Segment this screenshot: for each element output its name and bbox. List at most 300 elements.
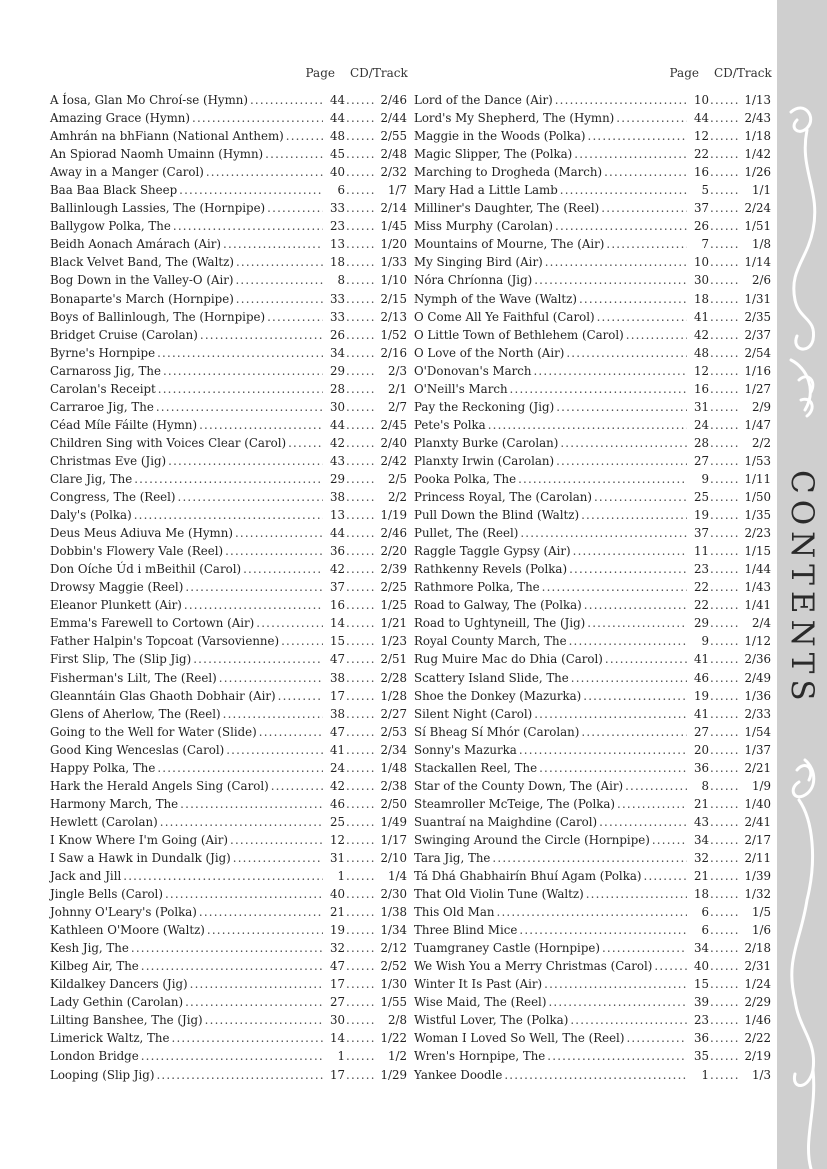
dot-leader (571, 669, 687, 687)
dot-leader (223, 705, 323, 723)
contents-entry (50, 632, 407, 650)
dot-leader (710, 1011, 740, 1029)
entry-page: 27 (693, 724, 709, 739)
entry-track: 2/1 (388, 381, 407, 396)
dot-leader (346, 163, 376, 181)
entry-title: Scattery Island Slide, The (414, 670, 569, 685)
entry-title: Silent Night (Carol) (414, 706, 533, 721)
entry-title: Yankee Doodle (414, 1067, 503, 1082)
contents-entry (414, 777, 771, 795)
entry-track: 2/13 (380, 309, 407, 324)
dot-leader (710, 975, 740, 993)
column-header (50, 66, 407, 84)
dot-leader (184, 596, 323, 614)
dot-leader (566, 344, 687, 362)
dot-leader (617, 795, 687, 813)
contents-entry (414, 380, 771, 398)
entry-title: Happy Polka, The (50, 760, 156, 775)
entry-track: 1/12 (744, 634, 771, 649)
entry-title: O Love of the North (Air) (414, 345, 565, 360)
contents-entry (414, 813, 771, 831)
contents-entry (414, 181, 771, 199)
dot-leader (710, 127, 740, 145)
entry-page: 44 (329, 417, 345, 432)
dot-leader (533, 362, 687, 380)
entry-title: Nóra Chríonna (Jig) (414, 273, 533, 288)
entry-track: 2/49 (744, 670, 771, 685)
dot-leader (179, 181, 323, 199)
dot-leader (346, 741, 376, 759)
entry-track: 2/19 (744, 1049, 771, 1064)
contents-entry (414, 145, 771, 163)
contents-entry (414, 578, 771, 596)
contents-entry (414, 1066, 771, 1084)
entry-title: London Bridge (50, 1049, 139, 1064)
dot-leader (539, 759, 687, 777)
entry-title: Kesh Jig, The (50, 941, 129, 956)
dot-leader (346, 795, 376, 813)
contents-entry (414, 506, 771, 524)
dot-leader (604, 163, 687, 181)
entry-track: 2/11 (744, 850, 771, 865)
dot-leader (710, 235, 740, 253)
dot-leader (346, 669, 376, 687)
dot-leader (626, 326, 687, 344)
entry-title: Byrne's Hornpipe (50, 345, 156, 360)
entry-track: 1/21 (380, 616, 407, 631)
dot-leader (710, 957, 740, 975)
entry-track: 1/50 (744, 490, 771, 505)
entry-title: Gleanntáin Glas Ghaoth Dobhair (Air) (50, 688, 276, 703)
entry-page: 34 (693, 832, 709, 847)
dot-leader (346, 578, 376, 596)
entry-page: 42 (329, 435, 345, 450)
entry-title: A Íosa, Glan Mo Chroí-se (Hymn) (50, 93, 248, 107)
entry-track: 2/30 (380, 887, 407, 902)
entry-track: 1/10 (380, 273, 407, 288)
entry-page: 17 (329, 688, 345, 703)
entry-page: 21 (329, 905, 345, 920)
dot-leader (288, 434, 323, 452)
contents-entry (414, 290, 771, 308)
contents-entry (414, 795, 771, 813)
dot-leader (710, 596, 740, 614)
contents-entry (50, 181, 407, 199)
dot-leader (597, 308, 687, 326)
dot-leader (346, 488, 376, 506)
page-header-label: Page (305, 66, 335, 80)
contents-entry (414, 560, 771, 578)
entry-title: Daly's (Polka) (50, 508, 132, 523)
entry-track: 2/38 (380, 778, 407, 793)
dot-leader (587, 614, 687, 632)
entry-page: 29 (693, 616, 709, 631)
dot-leader (534, 705, 687, 723)
contents-entry (50, 777, 407, 795)
track-header-label: CD/Track (714, 66, 772, 80)
entry-track: 1/39 (744, 869, 771, 884)
entry-title: Away in a Manger (Carol) (50, 165, 204, 180)
entry-track: 2/5 (388, 471, 407, 486)
entry-page: 25 (693, 490, 709, 505)
entry-track: 2/34 (380, 742, 407, 757)
entry-page: 46 (693, 670, 709, 685)
dot-leader (346, 560, 376, 578)
contents-entry (50, 253, 407, 271)
entry-page: 38 (329, 706, 345, 721)
contents-entry (414, 723, 771, 741)
contents-entry (414, 669, 771, 687)
entry-title: First Slip, The (Slip Jig) (50, 652, 192, 667)
contents-entry (50, 434, 407, 452)
dot-leader (488, 416, 687, 434)
entry-track: 2/6 (752, 273, 771, 288)
entry-track: 2/43 (744, 111, 771, 126)
dot-leader (710, 524, 740, 542)
entry-page: 16 (693, 165, 709, 180)
entry-title: Rathkenny Revels (Polka) (414, 562, 568, 577)
dot-leader (584, 596, 687, 614)
entry-page: 6 (337, 183, 345, 198)
dot-leader (602, 939, 687, 957)
contents-entry (50, 470, 407, 488)
entry-track: 1/22 (380, 1031, 407, 1046)
dot-leader (346, 1047, 376, 1065)
dot-leader (710, 344, 740, 362)
entry-title: Good King Wenceslas (Carol) (50, 742, 225, 757)
entry-page: 12 (329, 832, 345, 847)
dot-leader (199, 903, 323, 921)
dot-leader (545, 253, 687, 271)
entry-track: 2/24 (744, 201, 771, 216)
contents-entry (414, 741, 771, 759)
dot-leader (346, 650, 376, 668)
dot-leader (156, 398, 323, 416)
dot-leader (163, 362, 323, 380)
entry-title: Father Halpin's Topcoat (Varsovienne) (50, 634, 280, 649)
entry-title: Road to Galway, The (Polka) (414, 598, 582, 613)
dot-leader (267, 199, 323, 217)
entry-track: 1/53 (744, 453, 771, 468)
entry-track: 1/24 (744, 977, 771, 992)
dot-leader (534, 271, 687, 289)
contents-entry (414, 127, 771, 145)
entry-title: Emma's Farewell to Cortown (Air) (50, 616, 255, 631)
contents-entry (50, 1029, 407, 1047)
entry-track: 1/3 (752, 1067, 771, 1082)
entry-page: 27 (329, 995, 345, 1010)
contents-entry (50, 759, 407, 777)
entry-page: 35 (693, 1049, 709, 1064)
dot-leader (710, 470, 740, 488)
entry-track: 1/32 (744, 887, 771, 902)
contents-entry (50, 217, 407, 235)
entry-track: 1/28 (380, 688, 407, 703)
dot-leader (157, 759, 323, 777)
dot-leader (219, 669, 323, 687)
dot-leader (346, 181, 376, 199)
dot-leader (256, 614, 323, 632)
entry-title: Stackallen Reel, The (414, 760, 538, 775)
contents-entry (50, 650, 407, 668)
entry-title: Don Oíche Úd i mBeithil (Carol) (50, 562, 242, 577)
contents-entry (414, 91, 771, 109)
dot-leader (178, 488, 323, 506)
contents-entry (414, 452, 771, 470)
entry-page: 6 (701, 905, 709, 920)
dot-leader (581, 723, 687, 741)
dot-leader (710, 253, 740, 271)
entry-title: O Little Town of Bethlehem (Carol) (414, 327, 624, 342)
entry-track: 1/11 (744, 471, 771, 486)
dot-leader (346, 452, 376, 470)
entry-title: Shoe the Donkey (Mazurka) (414, 688, 582, 703)
dot-leader (223, 235, 323, 253)
entry-page: 48 (329, 129, 345, 144)
entry-page: 47 (329, 724, 345, 739)
dot-leader (346, 127, 376, 145)
entry-title: Milliner's Daughter, The (Reel) (414, 201, 600, 216)
contents-entry (50, 885, 407, 903)
dot-leader (710, 145, 740, 163)
entry-page: 22 (693, 580, 709, 595)
entry-page: 19 (329, 923, 345, 938)
entry-title: Woman I Loved So Well, The (Reel) (414, 1031, 625, 1046)
entry-page: 1 (701, 1067, 709, 1082)
entry-track: 2/39 (380, 562, 407, 577)
dot-leader (259, 723, 323, 741)
contents-entry (50, 903, 407, 921)
dot-leader (710, 813, 740, 831)
entry-title: Miss Murphy (Carolan) (414, 219, 553, 234)
dot-leader (346, 1066, 376, 1084)
entry-title: Wistful Lover, The (Polka) (414, 1013, 569, 1028)
entry-title: O'Donovan's March (414, 363, 532, 378)
entry-track: 1/35 (744, 508, 771, 523)
entry-page: 28 (329, 381, 345, 396)
entry-track: 1/19 (380, 508, 407, 523)
entry-title: Fisherman's Lilt, The (Reel) (50, 670, 217, 685)
dot-leader (233, 849, 323, 867)
entry-page: 12 (693, 363, 709, 378)
dot-leader (346, 1029, 376, 1047)
entry-track: 1/20 (380, 237, 407, 252)
entry-track: 2/20 (380, 544, 407, 559)
entry-page: 37 (693, 201, 709, 216)
entry-title: Planxty Burke (Carolan) (414, 435, 559, 450)
entry-page: 11 (693, 544, 709, 559)
dot-leader (346, 506, 376, 524)
entry-page: 46 (329, 796, 345, 811)
contents-entry (50, 524, 407, 542)
entry-track: 1/6 (752, 923, 771, 938)
dot-leader (346, 1011, 376, 1029)
entry-track: 1/1 (752, 183, 771, 198)
dot-leader (346, 398, 376, 416)
contents-entry (50, 939, 407, 957)
contents-entry (50, 687, 407, 705)
contents-entry (414, 271, 771, 289)
dot-leader (574, 145, 687, 163)
entry-track: 2/37 (744, 327, 771, 342)
entry-track: 1/42 (744, 147, 771, 162)
entry-page: 18 (329, 255, 345, 270)
contents-entry (414, 199, 771, 217)
entry-page: 38 (329, 490, 345, 505)
entry-title: Christmas Eve (Jig) (50, 453, 167, 468)
contents-entry (50, 398, 407, 416)
entry-track: 1/36 (744, 688, 771, 703)
dot-leader (518, 470, 687, 488)
dot-leader (346, 109, 376, 127)
entry-title: Pull Down the Blind (Waltz) (414, 508, 580, 523)
contents-entry (50, 542, 407, 560)
entry-page: 15 (329, 634, 345, 649)
dot-leader (710, 1029, 740, 1047)
dot-leader (710, 416, 740, 434)
column-header (414, 66, 771, 84)
entry-page: 47 (329, 652, 345, 667)
contents-entry (50, 290, 407, 308)
contents-entry (414, 326, 771, 344)
dot-leader (346, 777, 376, 795)
contents-entry (414, 1029, 771, 1047)
dot-leader (710, 290, 740, 308)
entry-track: 1/31 (744, 291, 771, 306)
entry-title: Rathmore Polka, The (414, 580, 540, 595)
entry-track: 1/26 (744, 165, 771, 180)
dot-leader (346, 524, 376, 542)
dot-leader (165, 885, 323, 903)
entry-page: 42 (329, 778, 345, 793)
entry-track: 1/4 (388, 869, 407, 884)
dot-leader (346, 849, 376, 867)
dot-leader (556, 398, 687, 416)
contents-entry (414, 885, 771, 903)
entry-page: 14 (329, 1031, 345, 1046)
entry-track: 2/44 (380, 111, 407, 126)
entry-track: 2/2 (388, 490, 407, 505)
entry-page: 12 (693, 129, 709, 144)
entry-page: 22 (693, 598, 709, 613)
entry-title: Going to the Well for Water (Slide) (50, 724, 257, 739)
dot-leader (346, 903, 376, 921)
entry-page: 24 (329, 760, 345, 775)
entry-title: Beidh Aonach Amárach (Air) (50, 237, 222, 252)
dot-leader (710, 831, 740, 849)
dot-leader (185, 578, 323, 596)
entry-page: 44 (693, 111, 709, 126)
dot-leader (346, 290, 376, 308)
entry-page: 6 (701, 923, 709, 938)
contents-entry (50, 578, 407, 596)
contents-entry (414, 939, 771, 957)
dot-leader (190, 975, 323, 993)
dot-leader (710, 308, 740, 326)
dot-leader (710, 903, 740, 921)
dot-leader (710, 759, 740, 777)
dot-leader (555, 91, 687, 109)
entry-page: 41 (693, 309, 709, 324)
dot-leader (346, 380, 376, 398)
dot-leader (710, 993, 740, 1011)
contents-entry (414, 308, 771, 326)
entry-title: Three Blind Mice (414, 923, 518, 938)
entry-page: 34 (693, 941, 709, 956)
entry-track: 1/25 (380, 598, 407, 613)
dot-leader (710, 921, 740, 939)
contents-entry (50, 271, 407, 289)
entry-title: Ballinlough Lassies, The (Hornpipe) (50, 201, 266, 216)
dot-leader (586, 885, 687, 903)
entry-title: I Saw a Hawk in Dundalk (Jig) (50, 850, 231, 865)
dot-leader (346, 813, 376, 831)
contents-entry (414, 524, 771, 542)
entry-track: 1/47 (744, 417, 771, 432)
dot-leader (278, 687, 323, 705)
entry-track: 2/54 (744, 345, 771, 360)
entry-title: O Come All Ye Faithful (Carol) (414, 309, 595, 324)
entry-track: 1/15 (744, 544, 771, 559)
dot-leader (710, 1047, 740, 1065)
entry-title: My Singing Bird (Air) (414, 255, 543, 270)
entry-track: 1/44 (744, 562, 771, 577)
entry-track: 2/48 (380, 147, 407, 162)
dot-leader (225, 542, 323, 560)
contents-entry (50, 596, 407, 614)
entry-title: Wise Maid, The (Reel) (414, 995, 547, 1010)
dot-leader (346, 344, 376, 362)
entry-page: 44 (329, 526, 345, 541)
dot-leader (583, 687, 687, 705)
contents-entry (50, 145, 407, 163)
dot-leader (710, 434, 740, 452)
dot-leader (548, 993, 687, 1011)
entry-title: Céad Míle Fáilte (Hymn) (50, 417, 198, 432)
dot-leader (710, 939, 740, 957)
dot-leader (200, 326, 323, 344)
contents-entry (414, 253, 771, 271)
entry-title: Hark the Herald Angels Sing (Carol) (50, 778, 269, 793)
entry-track: 1/54 (744, 724, 771, 739)
contents-entry (414, 434, 771, 452)
dot-leader (346, 145, 376, 163)
entry-title: Black Velvet Band, The (Waltz) (50, 255, 234, 270)
contents-entry (50, 560, 407, 578)
entry-track: 2/16 (380, 345, 407, 360)
entry-page: 40 (693, 959, 709, 974)
entry-title: Steamroller McTeige, The (Polka) (414, 796, 616, 811)
entry-page: 33 (329, 309, 345, 324)
contents-entry (50, 308, 407, 326)
entry-track: 1/14 (744, 255, 771, 270)
dot-leader (346, 614, 376, 632)
dot-leader (710, 181, 740, 199)
contents-entry (50, 199, 407, 217)
dot-leader (236, 290, 323, 308)
dot-leader (346, 921, 376, 939)
entry-title: We Wish You a Merry Christmas (Carol) (414, 959, 653, 974)
contents-column-right (414, 66, 771, 1084)
contents-entry (414, 416, 771, 434)
dot-leader (710, 578, 740, 596)
dot-leader (346, 867, 376, 885)
dot-leader (160, 813, 323, 831)
entry-track: 2/29 (744, 995, 771, 1010)
dot-leader (710, 650, 740, 668)
dot-leader (581, 506, 687, 524)
entry-page: 10 (693, 93, 709, 107)
